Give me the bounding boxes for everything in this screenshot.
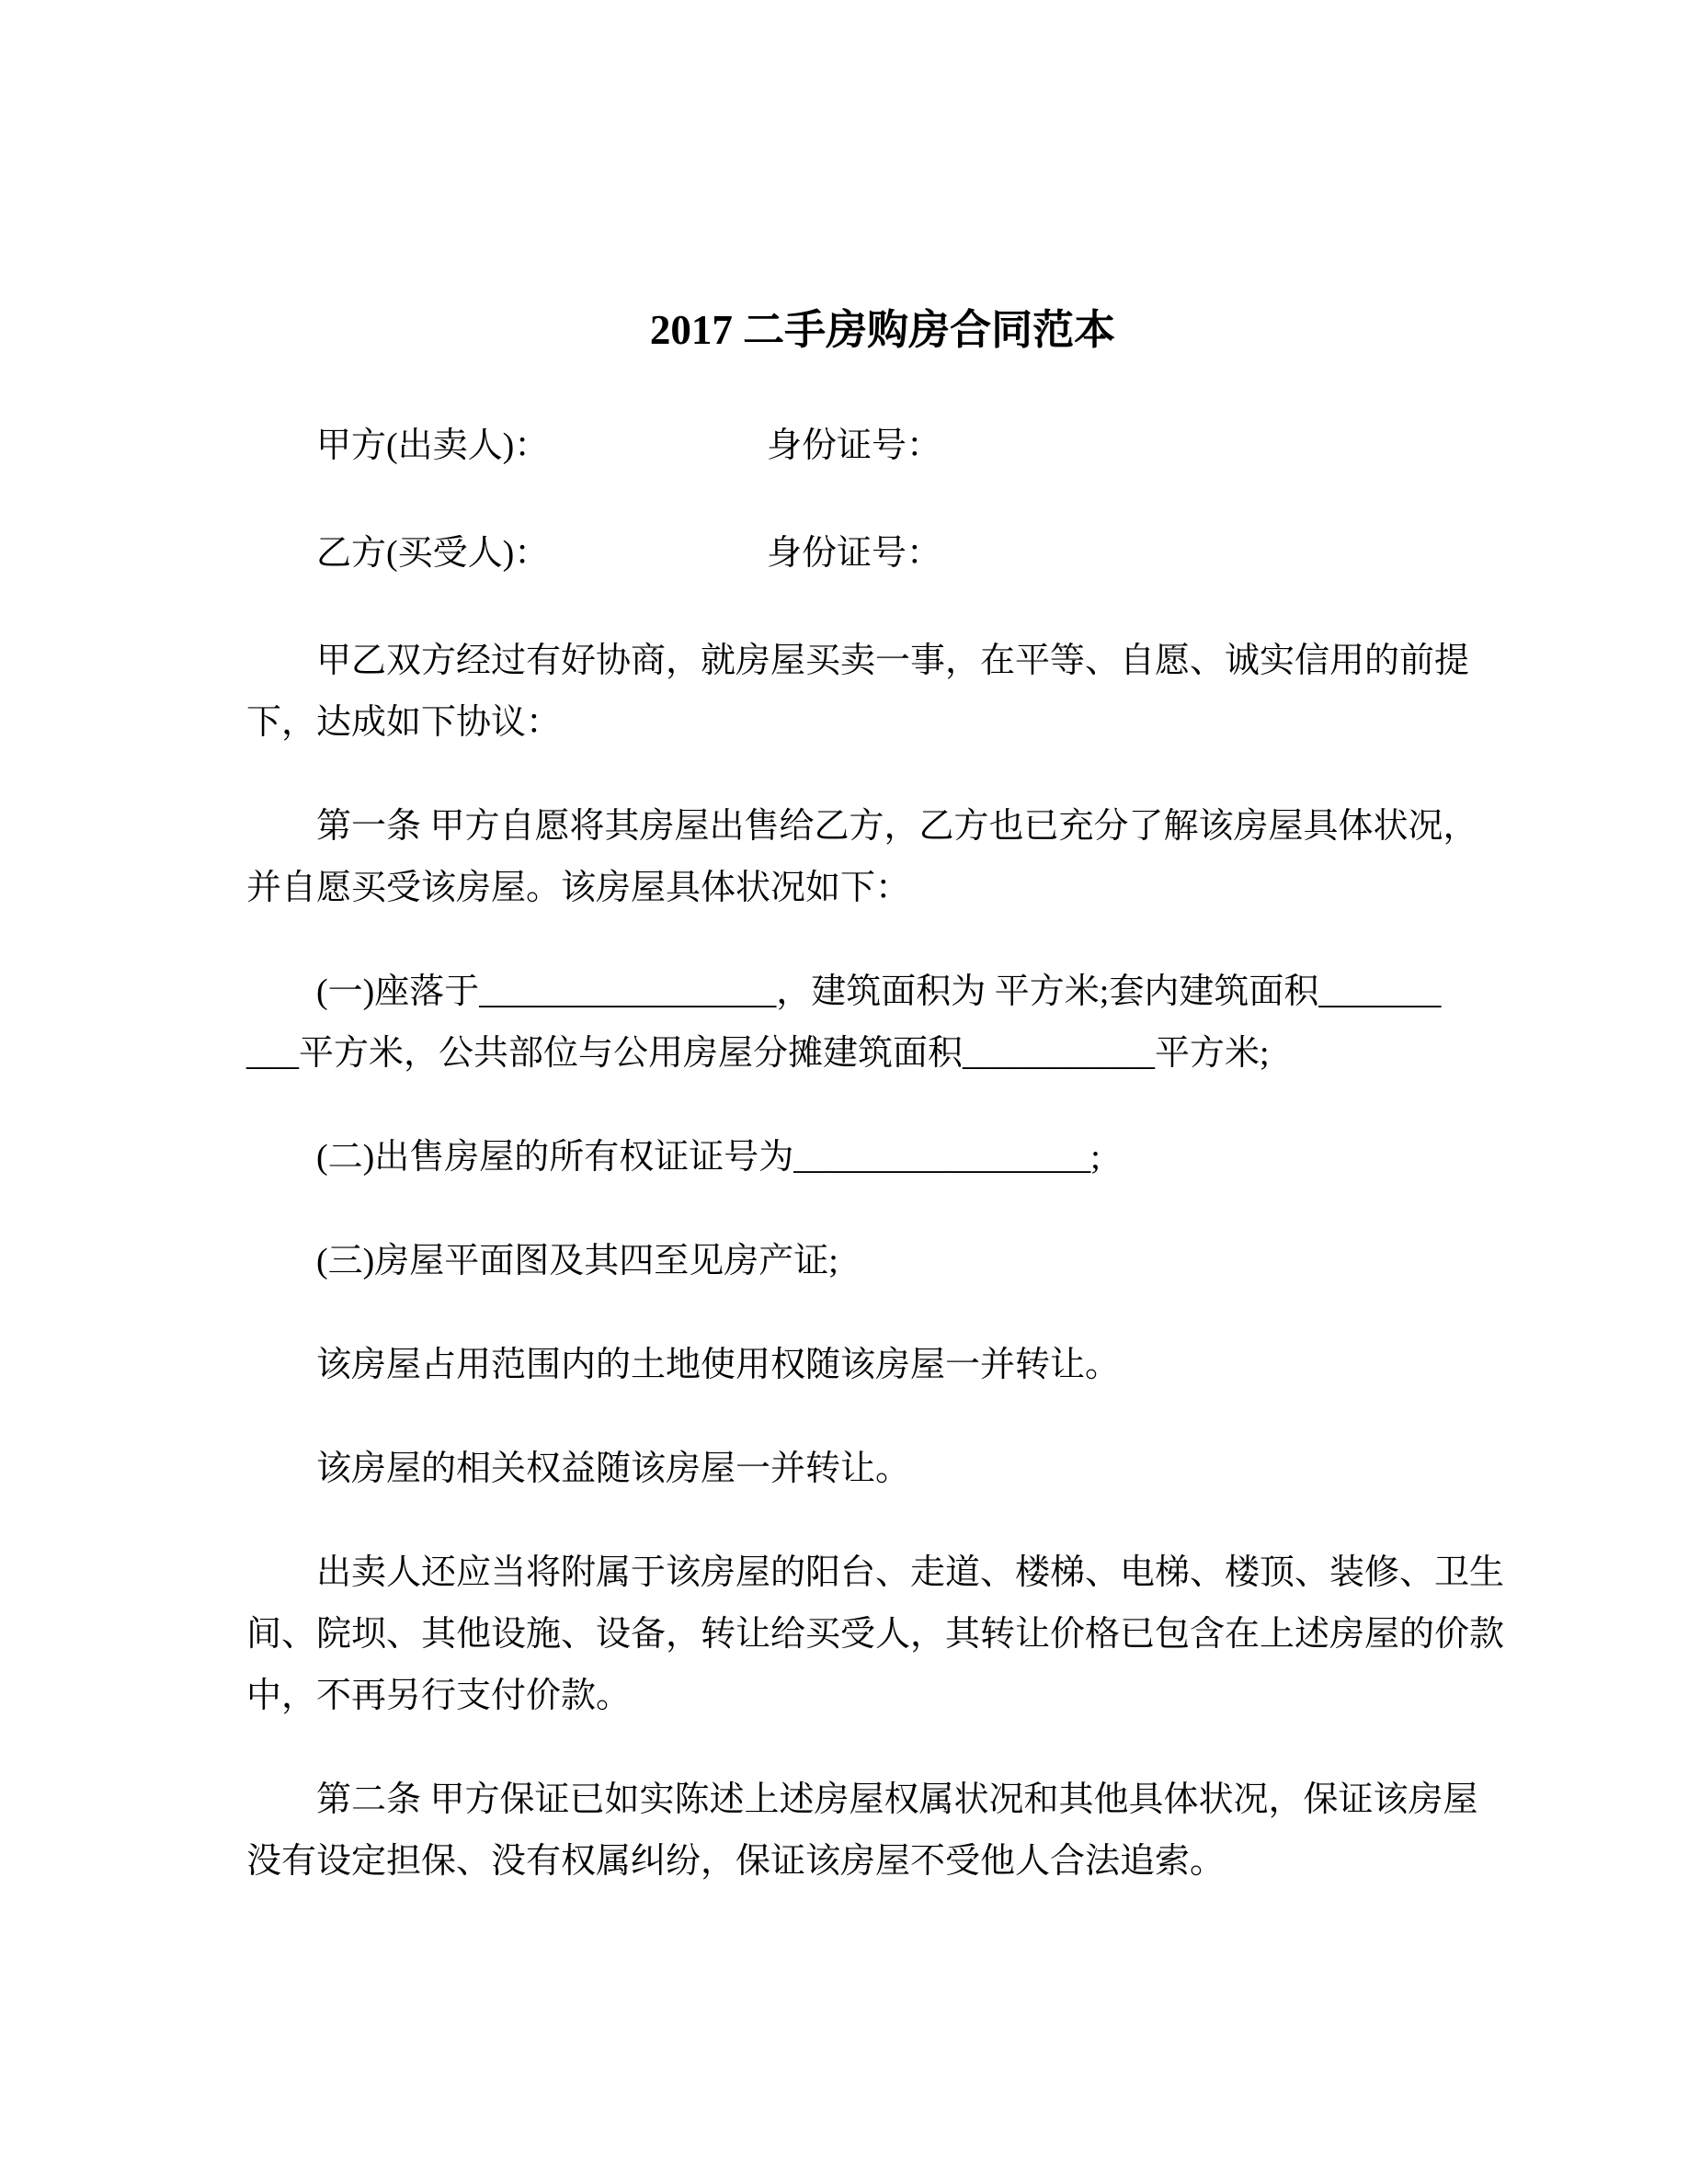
paragraph-line: 并自愿买受该房屋。该房屋具体状况如下： [246,869,911,907]
paragraph-line: (三)房屋平面图及其四至见房产证; [316,1242,838,1280]
party-seller-id-label: 身份证号： [767,427,942,465]
paragraph-line: 中，不再另行支付价款。 [246,1677,632,1715]
party-row-buyer [246,523,1416,585]
paragraph-line: 下，达成如下协议： [246,703,562,742]
party-seller-label: 甲方(出卖人)： [316,427,550,465]
paragraph-line: (二)出售房屋的所有权证证号为_________________; [316,1138,1101,1177]
paragraph-line: 出卖人还应当将附属于该房屋的阳台、走道、楼梯、电梯、楼顶、装修、卫生 [316,1553,1505,1592]
contract-paragraph [246,1231,1416,1292]
contract-paragraph [246,1439,1416,1500]
contract-paragraph [246,1769,1478,1893]
contract-paragraph [246,796,1478,919]
paragraph-line: 第一条 甲方自愿将其房屋出售给乙方，乙方也已充分了解该房屋具体状况， [316,807,1478,846]
paragraph-line: ___平方米，公共部位与公用房屋分摊建筑面积___________平方米; [246,1034,1270,1073]
paragraph-line: 间、院坝、其他设施、设备，转让给买受人，其转让价格已包含在上述房屋的价款 [246,1615,1505,1654]
paragraph-line: 甲乙双方经过有好协商，就房屋买卖一事，在平等、自愿、诚实信用的前提 [316,642,1470,680]
contract-paragraph [246,1127,1416,1189]
contract-paragraph [246,961,1442,1085]
paragraph-line: 第二条 甲方保证已如实陈述上述房屋权属状况和其他具体状况，保证该房屋 [316,1780,1478,1819]
paragraph-line: 没有设定担保、没有权属纠纷，保证该房屋不受他人合法追索。 [246,1842,1226,1881]
contract-body [246,631,1505,1893]
party-row-seller [246,415,1416,477]
paragraph-line: (一)座落于_________________，建筑面积为 平方米;套内建筑面积_______ [316,973,1442,1011]
paragraph-line: 该房屋的相关权益随该房屋一并转让。 [316,1450,911,1488]
paragraph-line: 该房屋占用范围内的土地使用权随该房屋一并转让。 [316,1346,1121,1384]
party-buyer-id-label: 身份证号： [767,534,942,573]
contract-paragraph [246,1542,1505,1727]
contract-paragraph [246,631,1470,754]
party-buyer-label: 乙方(买受人)： [316,534,550,573]
contract-paragraph [246,1335,1416,1396]
document-title: 2017 二手房购房合同范本 [649,307,1116,353]
